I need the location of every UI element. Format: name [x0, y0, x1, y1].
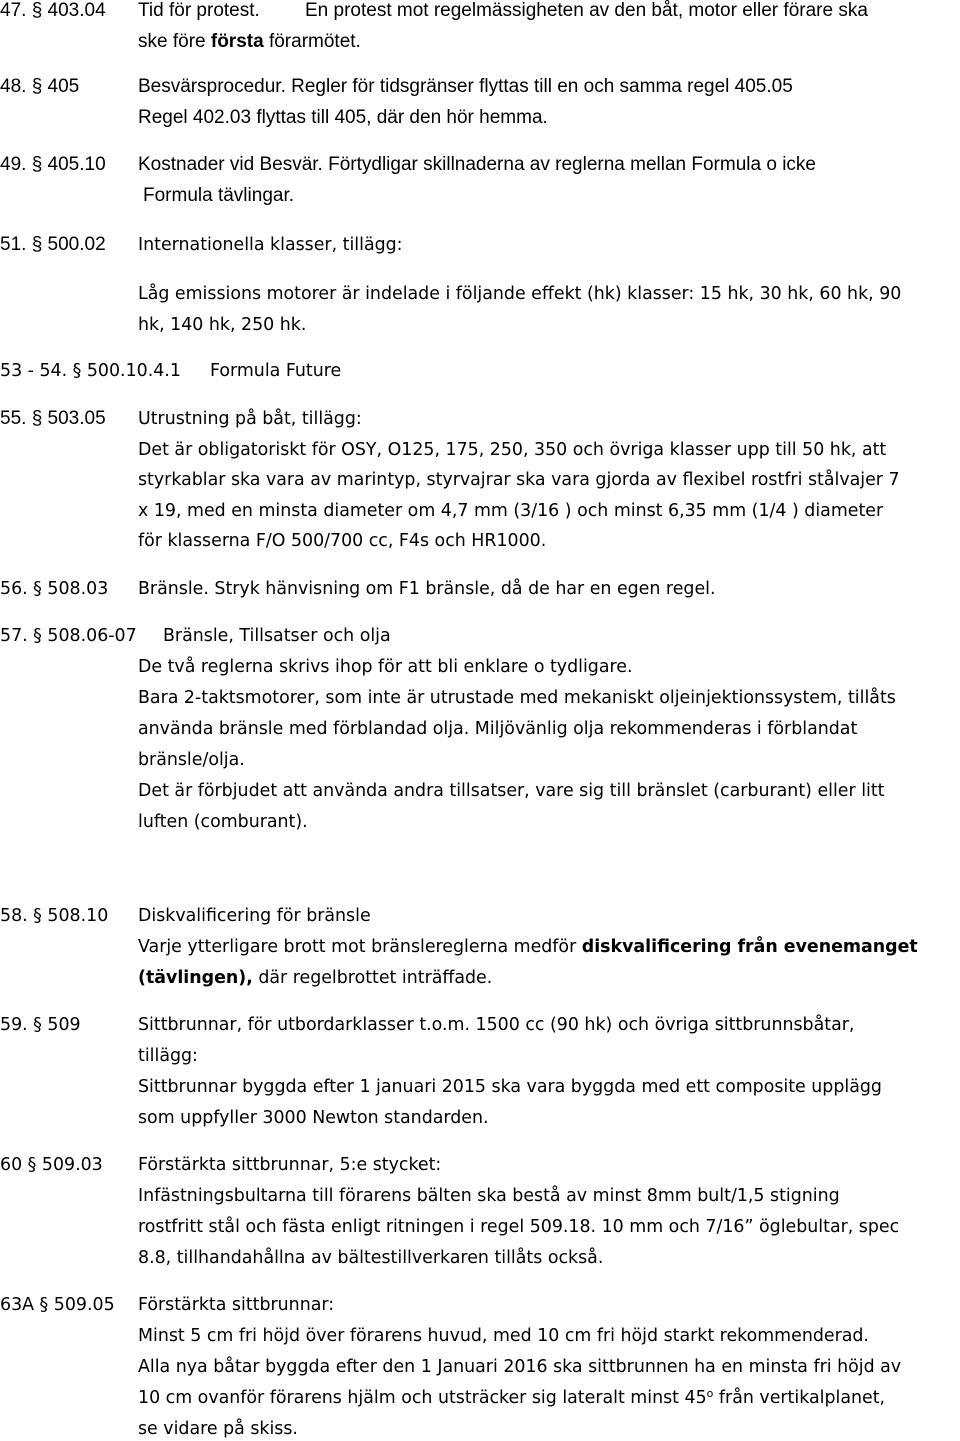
rule-59-line-1: Sittbrunnar, för utbordarklasser t.o.m. 1500 cc (90 hk) och övriga sittbrunnsbåtar,: [138, 1015, 855, 1035]
rule-60-title: Förstärkta sittbrunnar, 5:e stycket:: [138, 1155, 442, 1175]
rule-55-number: 55. § 503.05: [0, 408, 106, 429]
rule-60-line-1: Infästningsbultarna till förarens bälten ska bestå av minst 8mm bult/1,5 stigning: [138, 1186, 840, 1206]
rule-55-line-2: styrkablar ska vara av marintyp, styrvajrar ska vara gjorda av flexibel rostfri stålvajer 7: [138, 470, 900, 490]
rule-57-line-3: använda bränsle med förblandad olja. Miljövänlig olja rekommenderas i förblandat: [138, 719, 858, 739]
rule-47-line-1: En protest mot regelmässigheten av den båt, motor eller förare ska: [305, 0, 868, 21]
rule-47-line-2: ske före första förarmötet.: [138, 31, 361, 52]
rule-63a-number: 63A § 509.05: [0, 1295, 115, 1315]
rule-55-line-4: för klasserna F/O 500/700 cc, F4s och HR1000.: [138, 531, 547, 551]
rule-60-number: 60 § 509.03: [0, 1155, 103, 1175]
rule-49-number: 49. § 405.10: [0, 154, 106, 175]
rule-47-number: 47. § 403.04: [0, 0, 106, 21]
rule-59-line-2: tillägg:: [138, 1046, 198, 1066]
rule-63a-line-2: Alla nya båtar byggda efter den 1 Januari 2016 ska sittbrunnen ha en minsta fri höjd av: [138, 1357, 902, 1377]
rule-58-title: Diskvalificering för bränsle: [138, 906, 371, 926]
rule-59-line-3: Sittbrunnar byggda efter 1 januari 2015 ska vara byggda med ett composite upplägg: [138, 1077, 882, 1097]
rule-51-line-2: hk, 140 hk, 250 hk.: [138, 315, 307, 335]
rule-49-line-1: Kostnader vid Besvär. Förtydligar skillnaderna av reglerna mellan Formula o icke: [138, 154, 816, 175]
rule-51-number: 51. § 500.02: [0, 234, 106, 255]
rule-51-title: Internationella klasser, tillägg:: [138, 235, 403, 255]
rule-63a-line-3: 10 cm ovanför förarens hjälm och utsträcker sig lateralt minst 45$^o$ från vertikalplanet,: [138, 1387, 886, 1408]
emphasis-tavlingen: (tävlingen),: [138, 968, 253, 988]
rule-57-line-1: De två reglerna skrivs ihop för att bli enklare o tydligare.: [138, 657, 633, 677]
rule-55-line-1: Det är obligatoriskt för OSY, O125, 175, 250, 350 och övriga klasser upp till 50 hk, att: [138, 440, 887, 460]
rule-63a-line-4: se vidare på skiss.: [138, 1419, 298, 1439]
rule-57-number: 57. § 508.06-07: [0, 626, 137, 646]
rule-58-line-1: Varje ytterligare brott mot bränslereglerna medför diskvalificering från evenemanget: [138, 937, 918, 957]
rule-58-line-2: (tävlingen), där regelbrottet inträffade.: [138, 968, 493, 988]
rule-57-title: Bränsle, Tillsatser och olja: [163, 626, 391, 646]
emphasis-disqualification: diskvalificering från evenemanget: [581, 937, 918, 957]
rule-63a-title: Förstärkta sittbrunnar:: [138, 1295, 335, 1315]
rule-63a-line-1: Minst 5 cm fri höjd över förarens huvud, med 10 cm fri höjd starkt rekommenderad.: [138, 1326, 869, 1346]
rule-57-line-6: luften (comburant).: [138, 812, 308, 832]
rule-60-line-3: 8.8, tillhandahållna av bältestillverkaren tillåts också.: [138, 1248, 604, 1268]
rule-56-number: 56. § 508.03: [0, 579, 109, 599]
rule-58-number: 58. § 508.10: [0, 906, 109, 926]
rule-48-line-1: Besvärsprocedur. Regler för tidsgränser flyttas till en och samma regel 405.05: [138, 76, 793, 97]
rule-57-line-2: Bara 2-taktsmotorer, som inte är utrustade med mekaniskt oljeinjektionssystem, tillåts: [138, 688, 896, 708]
rule-60-line-2: rostfritt stål och fästa enligt ritningen i regel 509.18. 10 mm och 7/16” öglebultar, spec: [138, 1217, 900, 1237]
rule-53-number: 53 - 54. § 500.10.4.1: [0, 361, 181, 381]
emphasis-forsta: första: [210, 31, 264, 52]
degree-superscript: o: [706, 1387, 714, 1400]
rule-59-number: 59. § 509: [0, 1015, 81, 1035]
rule-53-title: Formula Future: [210, 361, 342, 381]
rule-55-line-3: x 19, med en minsta diameter om 4,7 mm (3/16 ) och minst 6,35 mm (1/4 ) diameter: [138, 501, 884, 521]
rule-49-line-2: Formula tävlingar.: [143, 185, 295, 206]
rule-48-number: 48. § 405: [0, 76, 80, 97]
rule-55-title: Utrustning på båt, tillägg:: [138, 409, 362, 429]
rule-59-line-4: som uppfyller 3000 Newton standarden.: [138, 1108, 489, 1128]
rule-57-line-5: Det är förbjudet att använda andra tillsatser, vare sig till bränslet (carburant) eller litt: [138, 781, 885, 801]
rule-47-title: Tid för protest.: [138, 0, 260, 21]
rule-51-line-1: Låg emissions motorer är indelade i följande effekt (hk) klasser: 15 hk, 30 hk, 60 hk, 90: [138, 284, 902, 304]
rule-48-line-2: Regel 402.03 flyttas till 405, där den hör hemma.: [138, 107, 548, 128]
rule-56-title: Bränsle. Stryk hänvisning om F1 bränsle, då de har en egen regel.: [138, 579, 716, 599]
rule-57-line-4: bränsle/olja.: [138, 750, 245, 770]
